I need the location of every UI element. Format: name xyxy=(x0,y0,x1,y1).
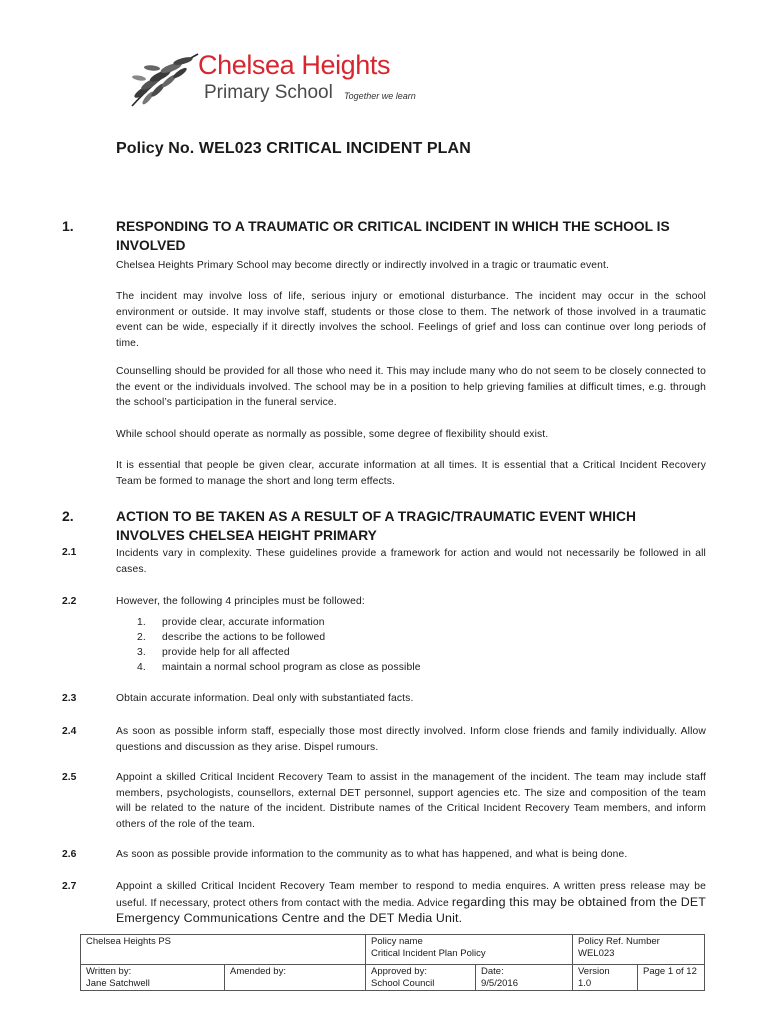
section-1-paragraph: Counselling should be provided for all those who need it. This may include many who do not seem to be closely connected to the event or the individuals involved. The school may be in a position to help grieving families at difficult times, e.g. through the school’s participation in the funeral service. xyxy=(116,366,706,408)
item-text: Incidents vary in complexity. These guidelines provide a framework for action and would not necessarily be followed in all cases. xyxy=(116,548,706,575)
item-text: However, the following 4 principles must be followed: xyxy=(116,596,365,607)
section-1-number: 1. xyxy=(62,218,74,234)
item-number: 2.1 xyxy=(62,547,77,558)
leaf-branch-icon xyxy=(128,48,200,110)
item-number: 2.3 xyxy=(62,693,77,704)
logo-primary-school: Primary School xyxy=(204,82,333,103)
section-1-paragraph: While school should operate as normally as possible, some degree of flexibility should exist. xyxy=(116,429,549,440)
list-item: 1. provide clear, accurate information xyxy=(137,617,325,628)
item-number: 2.2 xyxy=(62,596,77,607)
footer-policy-ref-cell: Policy Ref. Number WEL023 xyxy=(573,935,705,965)
footer-approved-cell: Approved by: School Council xyxy=(366,965,476,991)
list-item: 2. describe the actions to be followed xyxy=(137,632,326,643)
section-2-heading: ACTION TO BE TAKEN AS A RESULT OF A TRAGIC/TRAUMATIC EVENT WHICH INVOLVES CHELSEA HEIGHT PRIMARY xyxy=(116,509,636,543)
item-number: 2.5 xyxy=(62,772,77,783)
footer-school: Chelsea Heights PS xyxy=(81,935,366,965)
logo-school-name: Chelsea Heights xyxy=(198,50,391,80)
section-1-heading: RESPONDING TO A TRAUMATIC OR CRITICAL INCIDENT IN WHICH THE SCHOOL IS INVOLVED xyxy=(116,219,670,253)
footer-policy-name-cell: Policy name Critical Incident Plan Policy xyxy=(366,935,573,965)
item-number: 2.7 xyxy=(62,881,77,892)
item-text: Appoint a skilled Critical Incident Recovery Team member to respond to media enquires. A written press release may be useful. If necessary, protect others from contact with the media. Advice regarding this may be obtained from the DET Emergency Communications Centre and the DET Media Unit. xyxy=(116,881,707,925)
logo-tagline: Together we learn xyxy=(344,91,416,101)
section-1-paragraph: The incident may involve loss of life, serious injury or emotional disturbance. The incident may occur in the school environment or outside. It may involve staff, students or those close to them. The network of those involved in a traumatic event can be wide, especially if it directly involves the school. Feelings of grief and loss can continue over long periods of time. xyxy=(116,291,706,349)
list-item: 3. provide help for all affected xyxy=(137,647,290,658)
item-number: 2.6 xyxy=(62,849,77,860)
footer-page-number: Page 1 of 12 xyxy=(638,965,705,991)
section-1-paragraph: Chelsea Heights Primary School may become directly or indirectly involved in a tragic or traumatic event. xyxy=(116,260,610,271)
section-1-paragraph: It is essential that people be given clear, accurate information at all times. It is essential that a Critical Incident Recovery Team be formed to manage the short and long term effects. xyxy=(116,460,706,487)
section-2-number: 2. xyxy=(62,508,74,524)
footer-written-cell: Written by: Jane Satchwell xyxy=(81,965,225,991)
item-number: 2.4 xyxy=(62,726,77,737)
item-text: Obtain accurate information. Deal only with substantiated facts. xyxy=(116,693,414,704)
footer-amended-cell: Amended by: xyxy=(225,965,366,991)
document-footer-table xyxy=(80,934,705,991)
item-text: Appoint a skilled Critical Incident Recovery Team to assist in the management of the incident. The team may include staff members, psychologists, counsellors, external DET personnel, support agencies etc. The size and composition of the team will be related to the nature of the incident. Distribute names of the Critical Incident Recovery Team members, and inform others of the role of the team. xyxy=(116,772,706,830)
footer-version-cell: Version 1.0 xyxy=(573,965,638,991)
principles-list xyxy=(137,615,421,675)
list-item: 4. maintain a normal school program as close as possible xyxy=(137,662,421,673)
page-title: Policy No. WEL023 CRITICAL INCIDENT PLAN xyxy=(116,140,471,157)
school-logo xyxy=(128,48,428,110)
item-text: As soon as possible provide information to the community as to what has happened, and what is being done. xyxy=(116,849,628,860)
footer-date-cell: Date: 9/5/2016 xyxy=(476,965,573,991)
item-text: As soon as possible inform staff, especially those most directly involved. Inform close friends and family individually. Allow questions and discussion as they arise. Dispel rumours. xyxy=(116,726,706,753)
